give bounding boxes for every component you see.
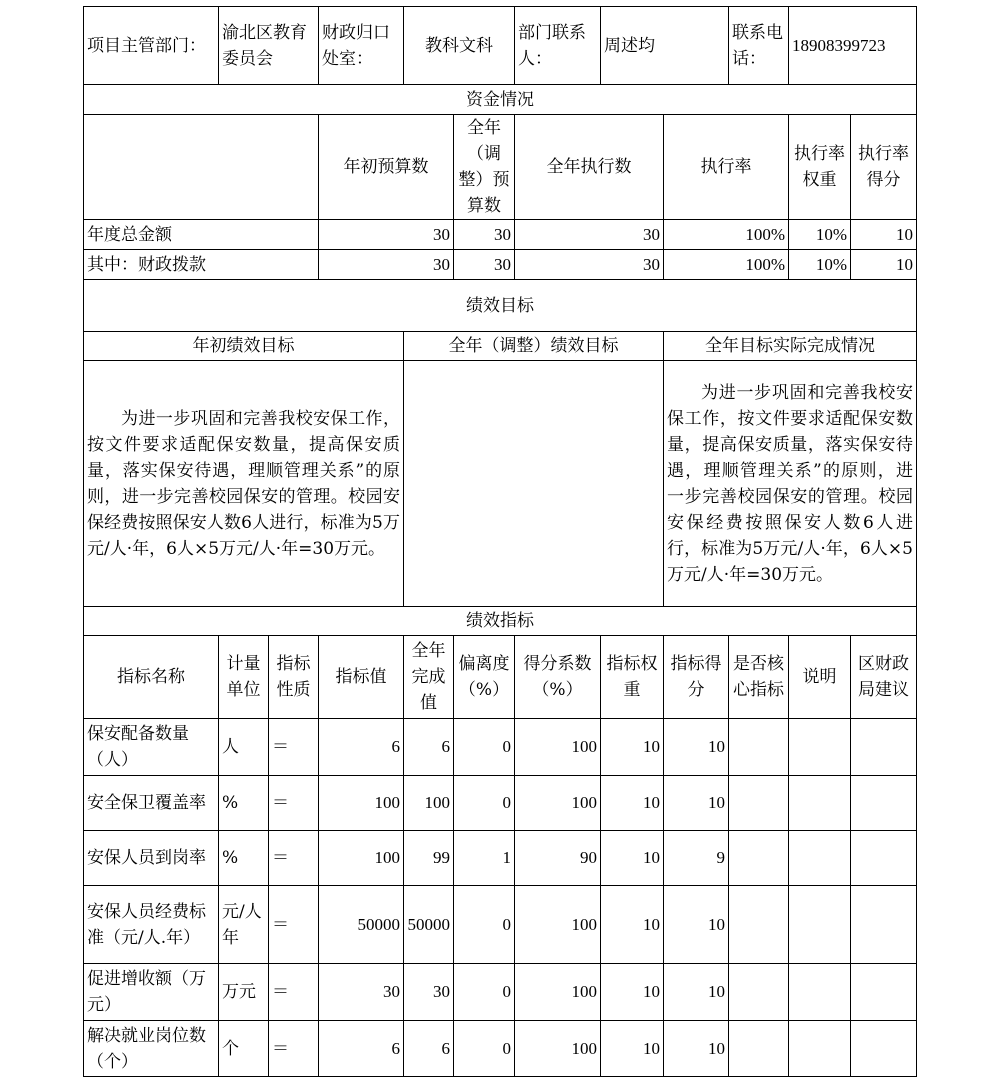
performance-table xyxy=(83,6,917,1077)
indicator-actual: 6 xyxy=(404,719,454,776)
indicator-coef: 100 xyxy=(515,1021,601,1077)
funds-cell: 30 xyxy=(319,250,454,280)
indicator-nature: ＝ xyxy=(269,964,319,1021)
indicator-nature: ＝ xyxy=(269,886,319,964)
funds-cell: 10 xyxy=(851,250,917,280)
indicator-row xyxy=(84,719,917,776)
indicator-col-header: 指标权重 xyxy=(601,636,664,719)
indicator-row xyxy=(84,964,917,1021)
indicator-target: 30 xyxy=(319,964,404,1021)
indicator-target: 50000 xyxy=(319,886,404,964)
indicator-actual: 30 xyxy=(404,964,454,1021)
indicator-target: 100 xyxy=(319,831,404,886)
indicator-coef: 100 xyxy=(515,886,601,964)
indicator-advice xyxy=(851,1021,917,1077)
goals-col-adjusted: 全年（调整）绩效目标 xyxy=(404,332,664,361)
dept-value: 渝北区教育委员会 xyxy=(219,7,319,85)
indicators-header-row xyxy=(84,636,917,719)
contact-label: 部门联系人： xyxy=(515,7,601,85)
indicator-nature: ＝ xyxy=(269,831,319,886)
indicator-name: 解决就业岗位数（个） xyxy=(84,1021,219,1077)
indicator-weight: 10 xyxy=(601,1021,664,1077)
indicator-unit: 人 xyxy=(219,719,269,776)
office-label: 财政归口处室： xyxy=(319,7,404,85)
indicator-col-header: 得分系数（%） xyxy=(515,636,601,719)
indicator-score: 10 xyxy=(664,776,729,831)
indicator-nature: ＝ xyxy=(269,776,319,831)
indicator-weight: 10 xyxy=(601,886,664,964)
indicator-core xyxy=(729,964,789,1021)
indicator-note xyxy=(789,776,851,831)
indicator-col-header: 指标值 xyxy=(319,636,404,719)
funds-cell: 30 xyxy=(319,220,454,250)
goals-col-initial: 年初绩效目标 xyxy=(84,332,404,361)
indicator-coef: 90 xyxy=(515,831,601,886)
goals-text-row xyxy=(84,361,917,607)
indicator-advice xyxy=(851,831,917,886)
indicator-nature: ＝ xyxy=(269,1021,319,1077)
indicator-col-header: 指标得分 xyxy=(664,636,729,719)
indicator-unit: 元/人年 xyxy=(219,886,269,964)
indicator-deviation: 0 xyxy=(454,1021,515,1077)
indicators-section-title: 绩效指标 xyxy=(84,607,917,636)
indicator-note xyxy=(789,1021,851,1077)
phone-value: 18908399723 xyxy=(789,7,917,85)
funds-col-header: 执行率权重 xyxy=(789,115,851,220)
indicator-score: 9 xyxy=(664,831,729,886)
indicator-weight: 10 xyxy=(601,776,664,831)
indicator-row xyxy=(84,886,917,964)
indicator-note xyxy=(789,831,851,886)
indicator-row xyxy=(84,831,917,886)
funds-cell: 30 xyxy=(515,220,664,250)
indicator-target: 6 xyxy=(319,719,404,776)
indicator-col-header: 是否核心指标 xyxy=(729,636,789,719)
funds-cell: 10 xyxy=(851,220,917,250)
funds-corner-cell xyxy=(84,115,319,220)
indicator-name: 安保人员到岗率 xyxy=(84,831,219,886)
indicator-target: 6 xyxy=(319,1021,404,1077)
indicator-unit: 个 xyxy=(219,1021,269,1077)
indicator-advice xyxy=(851,776,917,831)
indicator-advice xyxy=(851,719,917,776)
indicator-col-header: 偏离度（%） xyxy=(454,636,515,719)
contact-value: 周述均 xyxy=(601,7,729,85)
indicator-core xyxy=(729,886,789,964)
goals-section-title: 绩效目标 xyxy=(84,280,917,332)
header-row xyxy=(84,7,917,85)
funds-header-row xyxy=(84,115,917,220)
funds-cell: 10% xyxy=(789,250,851,280)
initial-goal-text: 为进一步巩固和完善我校安保工作，按文件要求适配保安数量，提高保安质量，落实保安待遇，理顺管理关系”的原则，进一步完善校园保安的管理。校园安保经费按照保安人数6人进行，标准为5万元/人·年，6人×5万元/人·年=30万元。 xyxy=(84,361,404,607)
adjusted-goal-text xyxy=(404,361,664,607)
indicator-core xyxy=(729,1021,789,1077)
indicator-actual: 6 xyxy=(404,1021,454,1077)
indicator-score: 10 xyxy=(664,886,729,964)
actual-goal-text: 为进一步巩固和完善我校安保工作，按文件要求适配保安数量，提高保安质量，落实保安待遇，理顺管理关系”的原则，进一步完善校园保安的管理。校园安保经费按照保安人数6人进行，标准为5万元/人·年，6人×5万元/人·年=30万元。 xyxy=(664,361,917,607)
indicator-unit: % xyxy=(219,831,269,886)
indicator-deviation: 0 xyxy=(454,886,515,964)
funds-section-title: 资金情况 xyxy=(84,85,917,115)
indicator-actual: 99 xyxy=(404,831,454,886)
indicator-col-header: 指标名称 xyxy=(84,636,219,719)
dept-label: 项目主管部门： xyxy=(84,7,219,85)
indicator-note xyxy=(789,964,851,1021)
funds-cell: 30 xyxy=(454,250,515,280)
funds-col-header: 全年（调整）预算数 xyxy=(454,115,515,220)
goals-header-row xyxy=(84,332,917,361)
funds-cell: 30 xyxy=(515,250,664,280)
indicator-core xyxy=(729,719,789,776)
indicator-weight: 10 xyxy=(601,964,664,1021)
funds-row xyxy=(84,220,917,250)
indicator-row xyxy=(84,776,917,831)
indicator-name: 安全保卫覆盖率 xyxy=(84,776,219,831)
indicator-coef: 100 xyxy=(515,776,601,831)
goals-col-actual: 全年目标实际完成情况 xyxy=(664,332,917,361)
funds-cell: 100% xyxy=(664,220,789,250)
indicator-actual: 100 xyxy=(404,776,454,831)
indicator-target: 100 xyxy=(319,776,404,831)
indicator-nature: ＝ xyxy=(269,719,319,776)
indicator-core xyxy=(729,776,789,831)
indicator-name: 促进增收额（万元） xyxy=(84,964,219,1021)
indicator-name: 保安配备数量（人） xyxy=(84,719,219,776)
indicator-actual: 50000 xyxy=(404,886,454,964)
indicator-coef: 100 xyxy=(515,719,601,776)
funds-col-header: 执行率 xyxy=(664,115,789,220)
indicator-note xyxy=(789,886,851,964)
indicator-score: 10 xyxy=(664,964,729,1021)
funds-cell: 10% xyxy=(789,220,851,250)
funds-col-header: 全年执行数 xyxy=(515,115,664,220)
funds-cell: 100% xyxy=(664,250,789,280)
indicator-note xyxy=(789,719,851,776)
indicator-deviation: 0 xyxy=(454,776,515,831)
phone-label: 联系电话： xyxy=(729,7,789,85)
indicator-row xyxy=(84,1021,917,1077)
indicator-advice xyxy=(851,964,917,1021)
indicator-score: 10 xyxy=(664,719,729,776)
indicator-advice xyxy=(851,886,917,964)
funds-col-header: 年初预算数 xyxy=(319,115,454,220)
indicator-score: 10 xyxy=(664,1021,729,1077)
indicator-weight: 10 xyxy=(601,719,664,776)
funds-row xyxy=(84,250,917,280)
indicator-deviation: 1 xyxy=(454,831,515,886)
funds-col-header: 执行率得分 xyxy=(851,115,917,220)
indicator-weight: 10 xyxy=(601,831,664,886)
indicator-col-header: 说明 xyxy=(789,636,851,719)
indicator-unit: 万元 xyxy=(219,964,269,1021)
indicator-unit: % xyxy=(219,776,269,831)
funds-cell: 30 xyxy=(454,220,515,250)
indicator-name: 安保人员经费标准（元/人.年） xyxy=(84,886,219,964)
indicator-col-header: 区财政局建议 xyxy=(851,636,917,719)
indicator-col-header: 全年完成值 xyxy=(404,636,454,719)
indicator-col-header: 计量单位 xyxy=(219,636,269,719)
funds-row-label: 其中：财政拨款 xyxy=(84,250,319,280)
funds-row-label: 年度总金额 xyxy=(84,220,319,250)
indicator-core xyxy=(729,831,789,886)
indicator-deviation: 0 xyxy=(454,719,515,776)
indicator-coef: 100 xyxy=(515,964,601,1021)
indicator-deviation: 0 xyxy=(454,964,515,1021)
indicator-col-header: 指标性质 xyxy=(269,636,319,719)
office-value: 教科文科 xyxy=(404,7,515,85)
